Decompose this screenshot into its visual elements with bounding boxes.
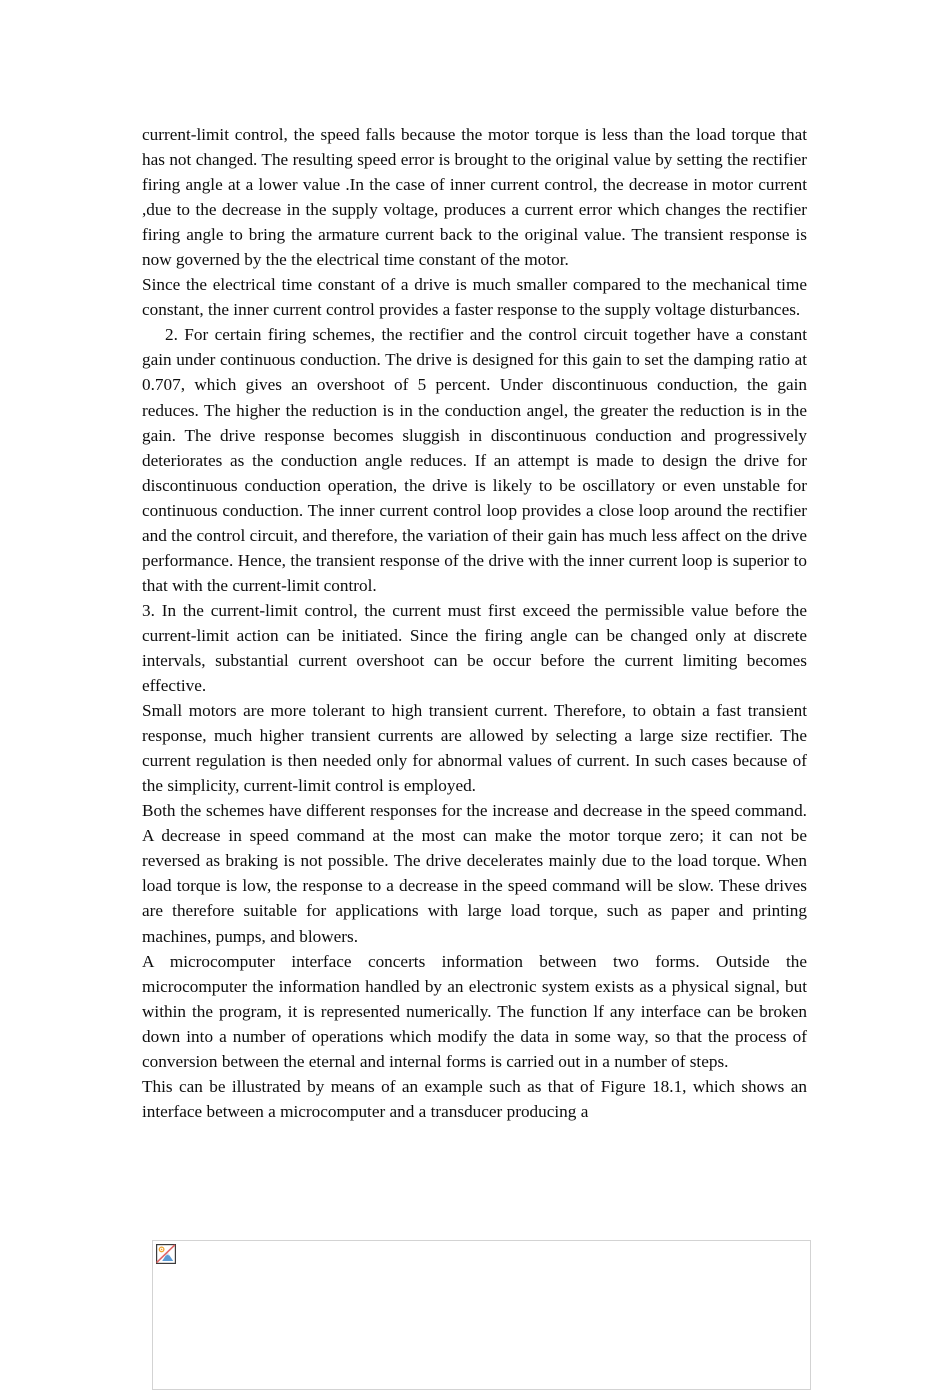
paragraph: Small motors are more tolerant to high transient current. Therefore, to obtain a fast transient response, much higher transient currents are allowed by selecting a large size rectifier. The current regulation is then needed only for abnormal values of current. In such cases because of the simplicity, current-limit control is employed. — [142, 701, 807, 796]
paragraph: current-limit control, the speed falls because the motor torque is less than the load torque that has not changed. The resulting speed error is brought to the original value by setting the rectifier firing angle at a lower value .In the case of inner current control, the decrease in motor current ,due to the decrease in the supply voltage, produces a current error which changes the rectifier firing angle to bring the armature current back to the original value. The transient response is now governed by the the electrical time constant of the motor. — [142, 125, 807, 270]
text-column — [142, 122, 807, 1124]
paragraph: 3. In the current-limit control, the current must first exceed the permissible value before the current-limit action can be initiated. Since the firing angle can be changed only at discrete intervals, substantial current overshoot can be occur before the current limiting becomes effective. — [142, 600, 807, 696]
broken-image-icon — [156, 1244, 176, 1264]
paragraph: Since the electrical time constant of a drive is much smaller compared to the mechanical time constant, the inner current control provides a faster response to the supply voltage disturbances. — [142, 275, 807, 320]
figure-placeholder-box — [152, 1240, 811, 1390]
paragraph: Both the schemes have different responses for the increase and decrease in the speed command. A decrease in speed command at the most can make the motor torque zero; it can not be reversed as braking is not possible. The drive decelerates mainly due to the load torque. When load torque is low, the response to a decrease in the speed command will be slow. These drives are therefore suitable for applications with large load torque, such as paper and printing machines, pumps, and blowers. — [142, 801, 807, 946]
paragraph: 2. For certain firing schemes, the rectifier and the control circuit together have a constant gain under continuous conduction. The drive is designed for this gain to set the damping ratio at 0.707, which gives an overshoot of 5 percent. Under discontinuous conduction, the gain reduces. The higher the reduction is in the conduction angel, the greater the reduction is in the gain. The drive response becomes sluggish in discontinuous conduction and progressively deteriorates as the conduction angle reduces. If an attempt is made to design the drive for discontinuous conduction operation, the drive is likely to be oscillatory or even unstable for continuous conduction. The inner current control loop provides a close loop around the rectifier and the control circuit, and therefore, the variation of their gain has much less affect on the drive performance. Hence, the transient response of the drive with the inner current loop is superior to that with the current-limit control. — [142, 325, 807, 595]
paragraph: A microcomputer interface concerts information between two forms. Outside the microcomputer the information handled by an electronic system exists as a physical signal, but within the program, it is represented numerically. The function lf any interface can be broken down into a number of operations which modify the data in some way, so that the process of conversion between the eternal and internal forms is carried out in a number of steps. — [142, 951, 807, 1071]
paragraph: This can be illustrated by means of an example such as that of Figure 18.1, which shows an interface between a microcomputer and a transducer producing a — [142, 1076, 807, 1121]
